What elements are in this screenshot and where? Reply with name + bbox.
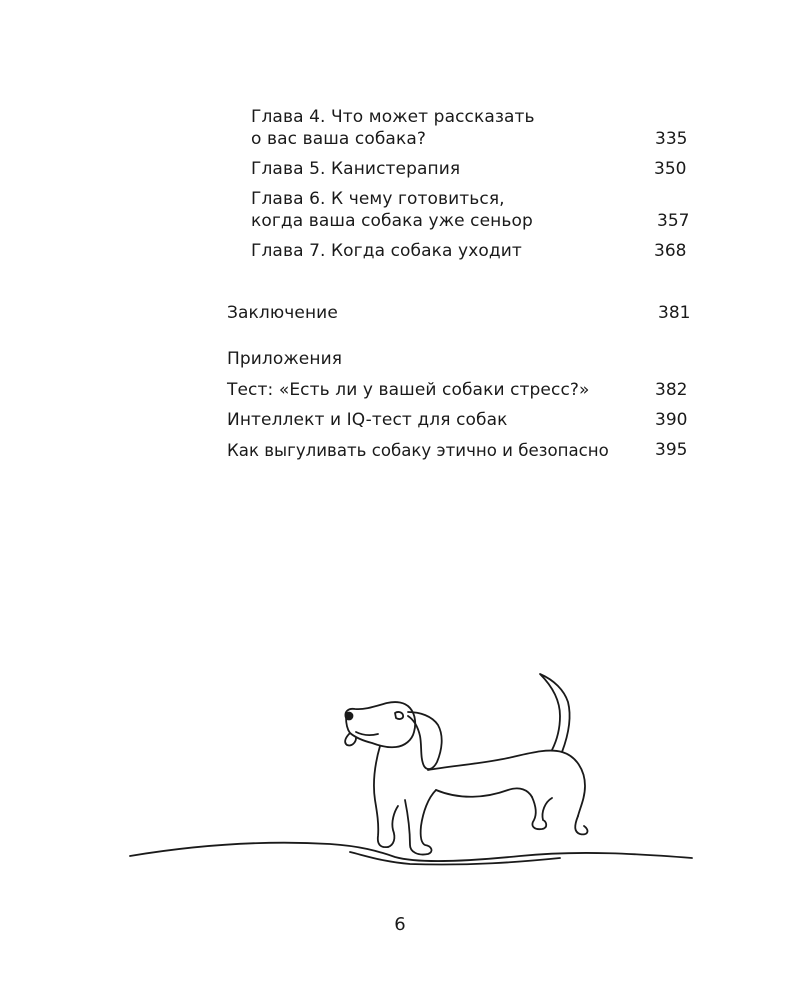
toc-chapter-5-title: Глава 5. Канистерапия [251,159,461,179]
toc-chapter-7-title: Глава 7. Когда собака уходит [251,241,522,261]
toc-appendix-item-2-title: Интеллект и IQ-тест для собак [227,410,508,430]
page-number: 6 [394,914,406,935]
toc-appendix-item-3-page: 395 [655,440,688,460]
dog-neck [374,746,388,847]
toc-chapter-7-page: 368 [654,241,687,261]
dog-mouth-line [356,732,378,735]
toc-chapter-4-line1: Глава 4. Что может рассказать [251,107,535,127]
dog-eye [395,712,403,719]
dog-rear-leg [575,816,587,834]
dog-mouth [345,733,356,745]
dog-rear-leg-2 [532,797,552,829]
dog-ear [408,712,442,769]
ground-line [130,843,692,861]
toc-conclusion-title: Заключение [227,303,338,323]
toc-chapter-5-page: 350 [654,159,687,179]
toc-chapter-6-line1: Глава 6. К чему готовиться, [251,189,505,209]
dog-front-leg [388,806,398,847]
toc-chapter-6-line2: когда ваша собака уже сеньор [251,211,533,231]
toc-appendix-item-1-page: 382 [655,380,688,400]
ground-line-lower [350,852,560,865]
dog-nose [346,713,353,720]
dog-back [428,751,585,816]
toc-appendix-item-1-title: Тест: «Есть ли у вашей собаки стресс?» [227,380,590,400]
dog-belly [436,788,532,797]
dog-front-leg-2 [405,790,436,855]
toc-chapter-6-page: 357 [657,211,690,231]
toc-chapter-4-page: 335 [655,129,688,149]
toc-appendix-heading: Приложения [227,349,343,369]
toc-appendix-item-2-page: 390 [655,410,688,430]
toc-chapter-4-line2: о вас ваша собака? [251,129,426,149]
toc-conclusion-page: 381 [658,303,691,323]
toc-appendix-item-3-title: Как выгуливать собаку этично и безопасно [227,441,609,460]
dog-tail [540,674,570,752]
